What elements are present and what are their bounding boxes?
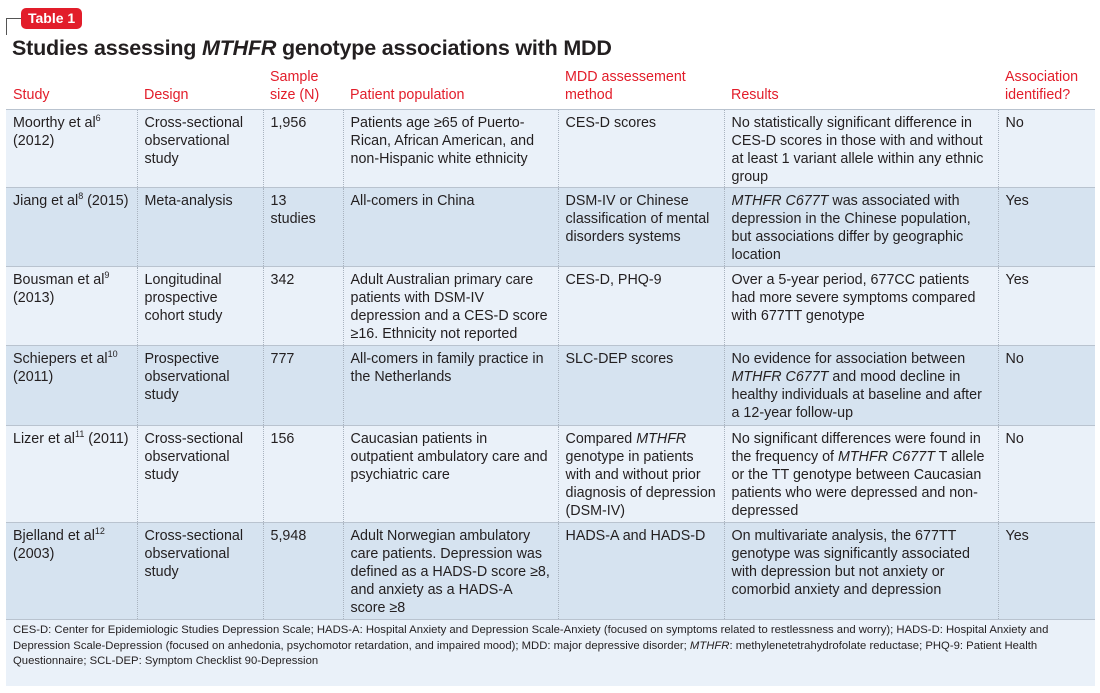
text-segment: MTHFR C677T	[731, 193, 829, 209]
text-segment: Cross-sectional observational study	[144, 115, 244, 167]
text-segment: No significant differences were found in the frequency of	[731, 431, 981, 465]
text-segment: On multivariate analysis, the 677TT genotype was significantly associated with depression but not anxiety or comorbid anxiety and depression	[731, 528, 970, 598]
text-segment: Bousman et al	[13, 272, 105, 288]
text-segment: MTHFR C677T	[731, 369, 829, 385]
cell-mdd-method	[558, 188, 724, 267]
text-segment: MTHFR	[636, 431, 687, 447]
header-row	[6, 64, 1095, 110]
text-segment: (2011)	[84, 431, 129, 447]
cell-mdd-method	[558, 267, 724, 346]
text-segment: Bjelland et al	[13, 528, 95, 544]
text-segment: Prospective observational study	[144, 351, 230, 403]
text-segment: 342	[270, 272, 295, 288]
cell-study	[6, 346, 137, 426]
header-mdd-method: MDD assessement method	[558, 64, 724, 110]
reference-superscript: 11	[74, 429, 85, 439]
text-segment: Meta-analysis	[144, 193, 233, 209]
text-segment: Patients age ≥65 of Puerto-Rican, African American, and non-Hispanic white ethnicity	[350, 115, 535, 167]
text-segment: 13 studies	[270, 193, 316, 227]
studies-table	[6, 64, 1095, 620]
text-segment: No statistically significant difference in CES-D scores in those with and without at least 1 variant allele within any ethnic group	[731, 115, 984, 185]
table-corner-bracket	[6, 18, 21, 35]
text-segment: Studies assessing	[12, 36, 202, 60]
cell-mdd-method	[558, 426, 724, 523]
cell-design	[137, 426, 263, 523]
text-segment: DSM-IV or Chinese classification of mental disorders systems	[565, 193, 710, 245]
cell-association	[998, 346, 1095, 426]
text-segment: MTHFR	[689, 639, 730, 652]
text-segment: CES-D: Center for Epidemiologic Studies Depression Scale; HADS-A: Hospital Anxiety and Depression Scale-Anxiety (focused on symptoms related to restlessness and worry); HADS-D: Hospital Anxiety and Depression Scale-Depression (focused on anhedonia, psychomotor retardation, and impaired mood); MDD: major depressive disorder;	[13, 624, 1049, 652]
text-segment: Yes	[1005, 193, 1029, 209]
header-design: Design	[137, 64, 263, 110]
cell-mdd-method	[558, 346, 724, 426]
cell-patient-population	[343, 426, 558, 523]
text-segment: 777	[270, 351, 295, 367]
text-segment: (2013)	[13, 290, 55, 306]
text-segment: No	[1005, 115, 1024, 131]
text-segment: Moorthy et al	[13, 115, 96, 131]
text-segment: Caucasian patients in outpatient ambulatory care and psychiatric care	[350, 431, 548, 483]
text-segment: genotype in patients with and without prior diagnosis of depression (DSM-IV)	[565, 449, 716, 519]
header-sample-size: Sample size (N)	[263, 64, 343, 110]
cell-association	[998, 110, 1095, 188]
text-segment: 1,956	[270, 115, 307, 131]
text-segment: No	[1005, 351, 1024, 367]
text-segment: No	[1005, 431, 1024, 447]
cell-study	[6, 267, 137, 346]
cell-association	[998, 267, 1095, 346]
table-row	[6, 267, 1095, 346]
cell-results	[724, 523, 998, 620]
table-title	[12, 36, 612, 61]
header-association: Association identified?	[998, 64, 1095, 110]
cell-design	[137, 346, 263, 426]
cell-study	[6, 188, 137, 267]
cell-design	[137, 523, 263, 620]
cell-results	[724, 426, 998, 523]
header-study: Study	[6, 64, 137, 110]
cell-patient-population	[343, 267, 558, 346]
table-row	[6, 346, 1095, 426]
header-patient-population: Patient population	[343, 64, 558, 110]
table-row	[6, 426, 1095, 523]
text-segment: 156	[270, 431, 295, 447]
text-segment: Compared	[565, 431, 637, 447]
text-segment: (2012)	[13, 133, 55, 149]
text-segment: (2003)	[13, 546, 55, 562]
text-segment: Yes	[1005, 528, 1029, 544]
text-segment: All-comers in family practice in the Netherlands	[350, 351, 544, 385]
text-segment: : methylenetetrahydrofolate reductase; PHQ-9: Patient Health Questionnaire; SCL-DEP: Symptom Checklist 90-Depression	[13, 639, 1038, 667]
cell-study	[6, 110, 137, 188]
text-segment: Adult Norwegian ambulatory care patients. Depression was defined as a HADS-D score ≥8, and anxiety as a HADS-A score ≥8	[350, 528, 550, 616]
text-segment: HADS-A and HADS-D	[565, 528, 706, 544]
text-segment: CES-D, PHQ-9	[565, 272, 662, 288]
cell-design	[137, 267, 263, 346]
cell-sample-size	[263, 426, 343, 523]
cell-sample-size	[263, 188, 343, 267]
cell-patient-population	[343, 523, 558, 620]
text-segment: 5,948	[270, 528, 307, 544]
table-row	[6, 188, 1095, 267]
text-segment: and mood decline in healthy individuals at baseline and after a 12-year follow-up	[731, 369, 982, 421]
text-segment: Lizer et al	[13, 431, 75, 447]
text-segment: Cross-sectional observational study	[144, 431, 244, 483]
cell-results	[724, 188, 998, 267]
cell-mdd-method	[558, 110, 724, 188]
text-segment: Adult Australian primary care patients with DSM-IV depression and a CES-D score ≥16. Ethnicity not reported	[350, 272, 548, 342]
text-segment: Yes	[1005, 272, 1029, 288]
cell-association	[998, 188, 1095, 267]
cell-association	[998, 426, 1095, 523]
cell-patient-population	[343, 346, 558, 426]
reference-superscript: 9	[104, 270, 110, 280]
cell-study	[6, 523, 137, 620]
cell-results	[724, 346, 998, 426]
cell-design	[137, 188, 263, 267]
text-segment: SLC-DEP scores	[565, 351, 674, 367]
text-segment: genotype associations with MDD	[276, 36, 612, 60]
cell-sample-size	[263, 267, 343, 346]
table-row	[6, 110, 1095, 188]
text-segment: MTHFR	[201, 36, 277, 60]
text-segment: MTHFR C677T	[838, 449, 935, 465]
cell-sample-size	[263, 346, 343, 426]
text-segment: All-comers in China	[350, 193, 475, 209]
text-segment: T allele or the TT genotype between Caucasian patients who were depressed and non-depressed	[731, 449, 985, 519]
reference-superscript: 10	[107, 349, 118, 359]
text-segment: was associated with depression in the Chinese population, but associations differ by geographic location	[731, 193, 971, 263]
text-segment: Cross-sectional observational study	[144, 528, 244, 580]
cell-patient-population	[343, 110, 558, 188]
text-segment: Over a 5-year period, 677CC patients had more severe symptoms compared with 677TT genotype	[731, 272, 976, 324]
cell-results	[724, 267, 998, 346]
cell-patient-population	[343, 188, 558, 267]
text-segment: (2015)	[83, 193, 129, 209]
text-segment: Longitudinal prospective cohort study	[144, 272, 223, 324]
text-segment: No evidence for association between	[731, 351, 966, 367]
cell-sample-size	[263, 110, 343, 188]
text-segment: Jiang et al	[13, 193, 79, 209]
reference-superscript: 6	[95, 113, 101, 123]
table-badge: Table 1	[21, 8, 82, 29]
cell-results	[724, 110, 998, 188]
cell-design	[137, 110, 263, 188]
text-segment: CES-D scores	[565, 115, 657, 131]
header-results: Results	[724, 64, 998, 110]
reference-superscript: 12	[94, 526, 105, 536]
text-segment: Schiepers et al	[13, 351, 108, 367]
cell-mdd-method	[558, 523, 724, 620]
reference-superscript: 8	[78, 191, 84, 201]
table-row	[6, 523, 1095, 620]
text-segment: (2011)	[13, 369, 54, 385]
footnote	[6, 620, 1095, 686]
cell-sample-size	[263, 523, 343, 620]
cell-study	[6, 426, 137, 523]
cell-association	[998, 523, 1095, 620]
